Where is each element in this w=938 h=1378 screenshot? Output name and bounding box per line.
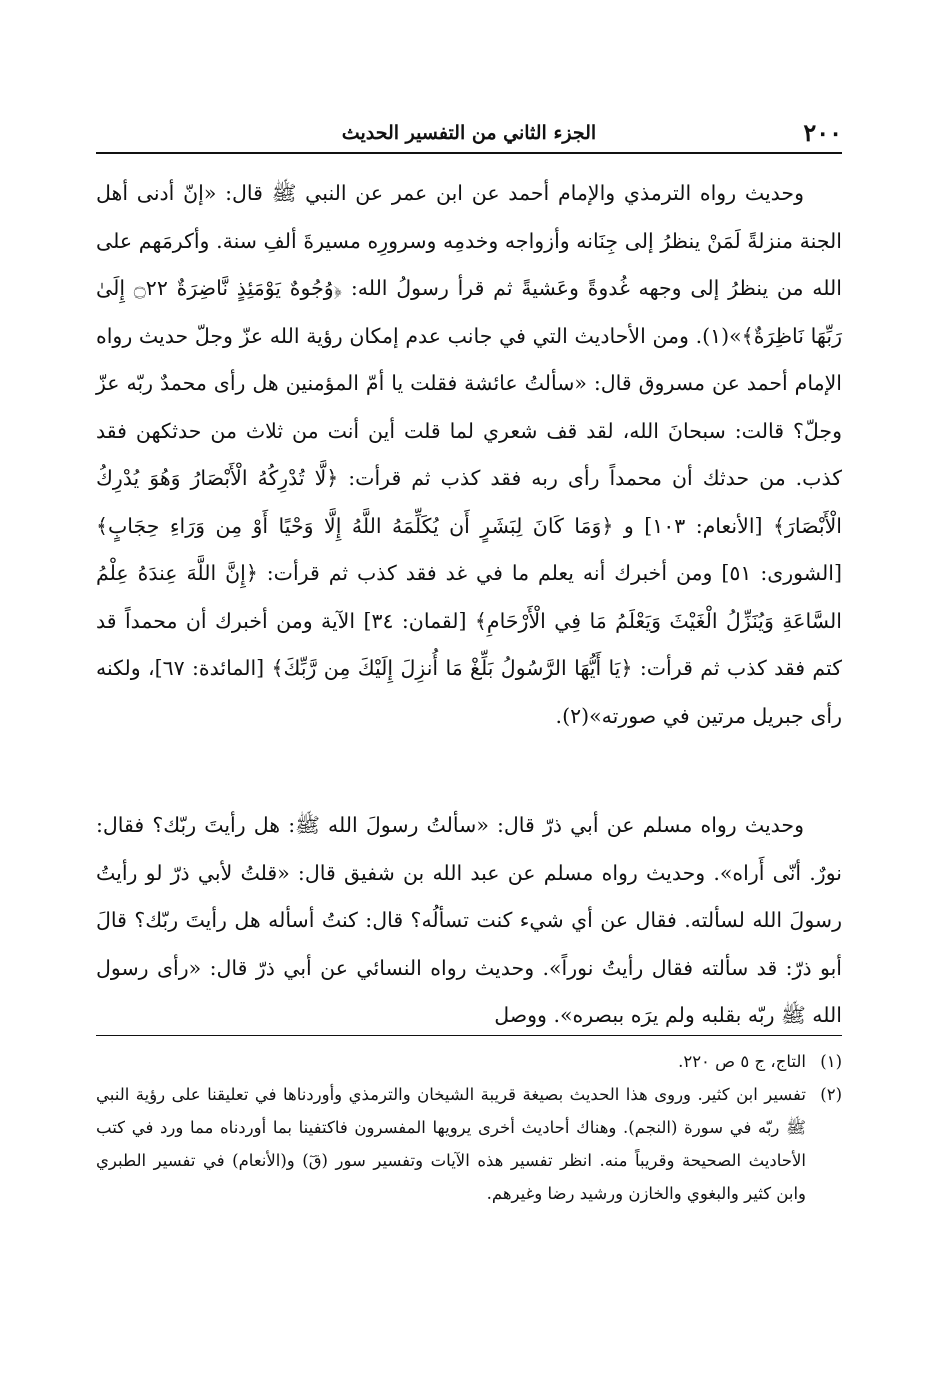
footnote-number: (١) — [820, 1052, 842, 1071]
footnote — [96, 1078, 842, 1210]
paragraph: وحديث رواه مسلم عن أبي ذرّ قال: «سألتُ رسولَ الله ﷺ: هل رأيتَ ربّك؟ فقال: نورٌ. أنّى أَراه». وحديث رواه مسلم عن عبد الله بن شفيق قال: «قلتُ لأبي ذرّ لو رأيتُ رسولَ الله لسألته. فقال عن أي شيء كنت تسألُه؟ قال: كنتُ أسأله هل رأيتَ ربّك؟ قالَ أبو ذرّ: قد سألته فقال رأيتُ نوراً». وحديث رواه النسائي عن أبي ذرّ قال: «رأى رسول الله ﷺ ربّه بقلبه ولم يرَه ببصره». ووصل — [96, 813, 842, 1027]
header-rule — [96, 152, 842, 154]
main-text-continued — [96, 802, 842, 1040]
footnote-text: تفسير ابن كثير. وروى هذا الحديث بصيغة قريبة الشيخان والترمذي وأوردناها في تعليقنا على رؤية النبي ﷺ ربّه في سورة (النجم). وهناك أحاديث أخرى يرويها المفسرون فاكتفينا بما أوردناه مما ورد في كتب الأحاديث الصحيحة وقريباً منه. انظر تفسير هذه الآيات وتفسير سور (قٓ) و(الأنعام) في تفسير الطبري وابن كثير والبغوي والخازن ورشيد رضا وغيرهم. — [96, 1085, 806, 1203]
footnote-rule — [96, 1035, 842, 1036]
page-header — [96, 118, 842, 152]
main-text — [96, 170, 842, 740]
page-number: ٢٠٠ — [803, 118, 842, 147]
running-title: الجزء الثاني من التفسير الحديث — [341, 122, 597, 144]
footnote-text: التاج، ج ٥ ص ٢٢٠. — [678, 1052, 806, 1071]
paragraph: وحديث رواه الترمذي والإمام أحمد عن ابن عمر عن النبي ﷺ قال: «إنّ أدنى أهل الجنة منزلةً لَمَنْ ينظرُ إلى جِنَانه وأزواجه وخدمِه وسرورِه مسيرةَ ألفِ سنة. وأكرمَهم على الله من ينظرُ إلى وجهه غُدوةً وعَشيةً ثم قرأ رسولُ الله: ﴿وُجُوهٌ يَوْمَئِذٍ نَّاضِرَةٌ ۝٢٢ إِلَىٰ رَبِّهَا نَاظِرَةٌ﴾»(١). ومن الأحاديث التي في جانب عدم إمكان رؤية الله عزّ وجلّ حديث رواه الإمام أحمد عن مسروق قال: «سألتُ عائشة فقلت يا أمّ المؤمنين هل رأى محمدٌ ربّه عزّ وجلّ؟ قالت: سبحانَ الله، لقد قف شعري لما قلت أين أنت من ثلاث من حدثكهن فقد كذب. من حدثك أن محمداً رأى ربه فقد كذب ثم قرأت: ﴿لَّا تُدْرِكُهُ الْأَبْصَارُ وَهُوَ يُدْرِكُ الْأَبْصَارَ﴾ [الأنعام: ١٠٣] و ﴿وَمَا كَانَ لِبَشَرٍ أَن يُكَلِّمَهُ اللَّهُ إِلَّا وَحْيًا أَوْ مِن وَرَاءِ حِجَابٍ﴾ [الشورى: ٥١] ومن أخبرك أنه يعلم ما في غد فقد كذب ثم قرأت: ﴿إِنَّ اللَّهَ عِندَهُ عِلْمُ السَّاعَةِ وَيُنَزِّلُ الْغَيْثَ وَيَعْلَمُ مَا فِي الْأَرْحَامِ﴾ [لقمان: ٣٤] الآية ومن أخبرك أن محمداً قد كتم فقد كذب ثم قرأت: ﴿يَا أَيُّهَا الرَّسُولُ بَلِّغْ مَا أُنزِلَ إِلَيْكَ مِن رَّبِّكَ﴾ [المائدة: ٦٧]، ولكنه رأى جبريل مرتين في صورته»(٢). — [96, 181, 842, 728]
footnote — [96, 1045, 842, 1078]
footnotes — [96, 1045, 842, 1210]
footnote-number: (٢) — [820, 1085, 842, 1104]
